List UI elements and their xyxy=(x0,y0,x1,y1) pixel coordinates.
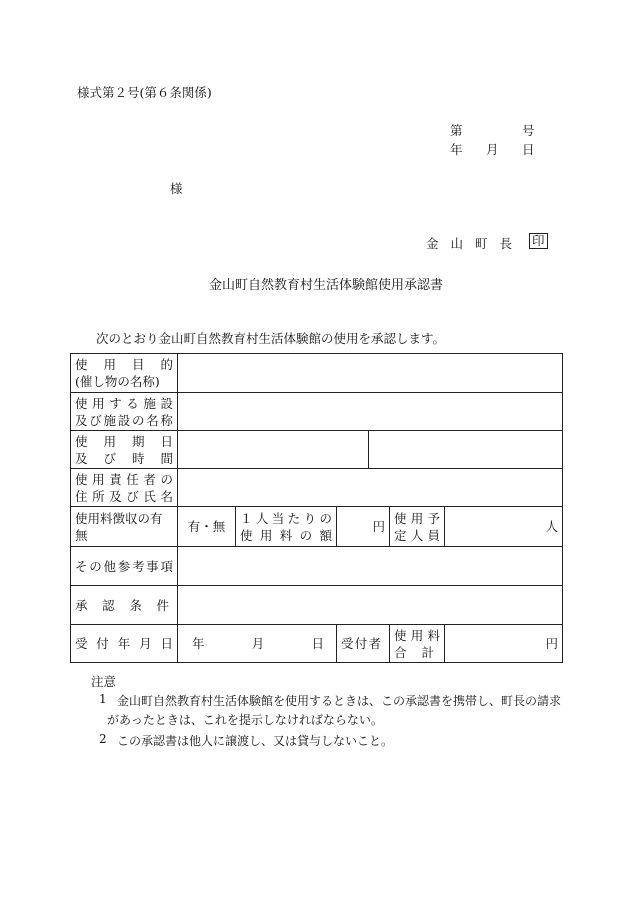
label-char: 使 xyxy=(394,627,407,643)
label-received-date xyxy=(71,625,178,663)
label-char: 目 xyxy=(131,357,145,372)
persons-unit: 人 xyxy=(545,519,558,534)
label-char: 及 xyxy=(75,450,88,466)
label-char: 所 xyxy=(92,488,105,504)
label-period xyxy=(71,431,178,469)
label-char: 用 xyxy=(103,433,116,449)
label-char: 使 xyxy=(240,527,253,543)
label-char: 及 xyxy=(109,488,122,504)
field-fee-yes-no[interactable]: 有・無 xyxy=(178,507,236,547)
field-purpose[interactable] xyxy=(178,354,563,393)
row-period xyxy=(71,431,563,469)
label-char: た xyxy=(287,510,301,526)
issuer-char: 町 xyxy=(474,236,488,251)
label-char: 認 xyxy=(102,597,115,613)
label-char: す xyxy=(109,395,122,411)
label-char: 用 xyxy=(92,395,105,411)
received-month: 月 xyxy=(251,636,265,651)
label-char: 付 xyxy=(354,636,368,651)
label-facility xyxy=(71,393,178,431)
label-char: 責 xyxy=(109,471,122,487)
note-1-text: 金山町自然教育村生活体験館を使用するときは、この承認書を携帯し、町長の請求 xyxy=(117,694,562,708)
field-facility[interactable] xyxy=(178,393,563,431)
date-year: 年 xyxy=(450,142,463,157)
note-2-text: この承認書は他人に譲渡し、又は貸与しないこと。 xyxy=(117,734,394,748)
label-char: 当 xyxy=(271,510,285,526)
label-char: 任 xyxy=(126,471,139,487)
notes-heading: 注意 xyxy=(91,674,117,689)
number-suffix: 号 xyxy=(522,123,535,138)
row-facility xyxy=(71,393,563,431)
label-char: 使 xyxy=(394,510,407,526)
label-char: る xyxy=(126,395,139,411)
label-purpose xyxy=(71,354,178,393)
label-char: 承 xyxy=(75,597,88,613)
label-char: び xyxy=(103,450,116,466)
label-receiver xyxy=(337,625,390,663)
date-day: 日 xyxy=(522,142,535,157)
row-fee xyxy=(71,507,563,547)
label-char: 受 xyxy=(75,636,88,651)
label-char: 及 xyxy=(75,412,88,428)
issuer-char: 山 xyxy=(450,236,463,251)
label-char: 氏 xyxy=(143,488,156,504)
field-period-time[interactable] xyxy=(369,431,563,469)
issuer-char: 長 xyxy=(499,236,512,251)
label-char: 日 xyxy=(160,433,173,449)
document-title: 金山町自然教育村生活体験館使用承認書 xyxy=(209,278,444,293)
label-char: 項 xyxy=(160,558,173,574)
label-char: 日 xyxy=(160,636,173,651)
row-conditions xyxy=(71,586,563,625)
label-char: 名 xyxy=(160,488,173,504)
label-char: 他 xyxy=(103,558,116,574)
label-char: 期 xyxy=(131,433,145,449)
yen-unit: 円 xyxy=(372,519,385,534)
label-char: 用 xyxy=(259,527,273,543)
label-char: び xyxy=(89,412,102,428)
field-other[interactable] xyxy=(178,547,563,586)
label-char: 用 xyxy=(410,510,424,526)
label-char: 員 xyxy=(427,527,440,543)
label-char: び xyxy=(126,488,139,504)
label-char: 付 xyxy=(96,636,109,651)
label-char: 料 xyxy=(279,527,293,543)
label-char: 料 xyxy=(427,627,440,643)
label-fee-collect: 使用料徴収の有無 xyxy=(71,507,178,547)
label-responsible xyxy=(71,469,178,507)
received-year: 年 xyxy=(192,636,205,651)
label-per-person-fee xyxy=(236,507,337,547)
label-char: の xyxy=(89,558,102,574)
label-char: 受 xyxy=(341,636,354,651)
label-char: 使 xyxy=(75,433,88,449)
label-char: 施 xyxy=(103,412,116,428)
row-other xyxy=(71,547,563,586)
label-char: 間 xyxy=(160,450,173,466)
label-char: の xyxy=(131,412,145,428)
form-number: 様式第２号(第６条関係) xyxy=(77,85,212,100)
field-per-person-fee[interactable] xyxy=(337,507,390,547)
label-char: そ xyxy=(75,558,88,574)
label-char: 額 xyxy=(319,527,332,543)
label-char: 用 xyxy=(103,357,116,372)
issuer-char: 金 xyxy=(426,236,439,251)
label-char: 人 xyxy=(255,510,269,526)
label-char: 施 xyxy=(143,395,156,411)
label-char: の xyxy=(299,527,313,543)
label-fee-total xyxy=(390,625,445,663)
label-char: 考 xyxy=(131,558,145,574)
label-char: 設 xyxy=(117,412,131,428)
label-char: 条 xyxy=(129,597,142,613)
field-received-date[interactable] xyxy=(178,625,337,663)
label-char: 事 xyxy=(146,558,159,574)
label-char: 参 xyxy=(117,558,131,574)
label-char: 用 xyxy=(410,627,424,643)
label-char: １ xyxy=(240,510,253,526)
label-char: 予 xyxy=(427,510,440,526)
label-char: 月 xyxy=(139,636,152,651)
label-other xyxy=(71,547,178,586)
label-char: 計 xyxy=(421,644,434,660)
label-conditions xyxy=(71,586,178,625)
label-char: の xyxy=(319,510,332,526)
note-2-number: 2 xyxy=(99,732,107,746)
label-char: 件 xyxy=(156,597,169,613)
label-planned-persons xyxy=(390,507,445,547)
label-char: り xyxy=(303,510,317,526)
issuer-name xyxy=(426,234,512,252)
field-period-date[interactable] xyxy=(178,431,369,469)
label-char: 使 xyxy=(75,395,88,411)
label-char: 使 xyxy=(75,357,88,372)
approval-form-table xyxy=(70,353,563,663)
row-purpose xyxy=(71,354,563,393)
number-prefix: 第 xyxy=(450,123,463,138)
seal-box xyxy=(529,233,548,249)
label-char: 合 xyxy=(394,644,407,660)
field-planned-persons[interactable] xyxy=(445,507,563,547)
received-day: 日 xyxy=(311,636,324,651)
addressee-suffix: 様 xyxy=(170,181,183,196)
total-yen-unit: 円 xyxy=(545,636,558,651)
label-char: の xyxy=(160,471,173,487)
row-received xyxy=(71,625,563,663)
row-responsible xyxy=(71,469,563,507)
label-char: 年 xyxy=(117,636,131,651)
label-char: 者 xyxy=(368,636,381,651)
label-char: 的 xyxy=(160,357,173,372)
label-char: 定 xyxy=(394,527,407,543)
label-char: 使 xyxy=(75,471,88,487)
label-char: 設 xyxy=(160,395,173,411)
note-1-number: 1 xyxy=(99,692,107,706)
field-fee-total[interactable] xyxy=(445,625,563,663)
label-purpose-sub: (催し物の名称) xyxy=(75,374,160,389)
intro-text: 次のとおり金山町自然教育村生活体験館の使用を承認します。 xyxy=(96,331,446,346)
field-conditions[interactable] xyxy=(178,586,563,625)
seal-mark: 印 xyxy=(529,233,548,249)
label-char: 住 xyxy=(75,488,88,504)
label-char: 者 xyxy=(143,471,156,487)
label-char: 用 xyxy=(92,471,105,487)
date-month: 月 xyxy=(486,142,499,157)
label-char: 称 xyxy=(160,412,173,428)
note-1-text-cont: があったときは、これを提示しなければならない。 xyxy=(107,713,383,727)
label-char: 時 xyxy=(131,450,145,466)
label-char: 名 xyxy=(146,412,159,428)
label-char: 人 xyxy=(410,527,424,543)
field-responsible[interactable] xyxy=(178,469,563,507)
